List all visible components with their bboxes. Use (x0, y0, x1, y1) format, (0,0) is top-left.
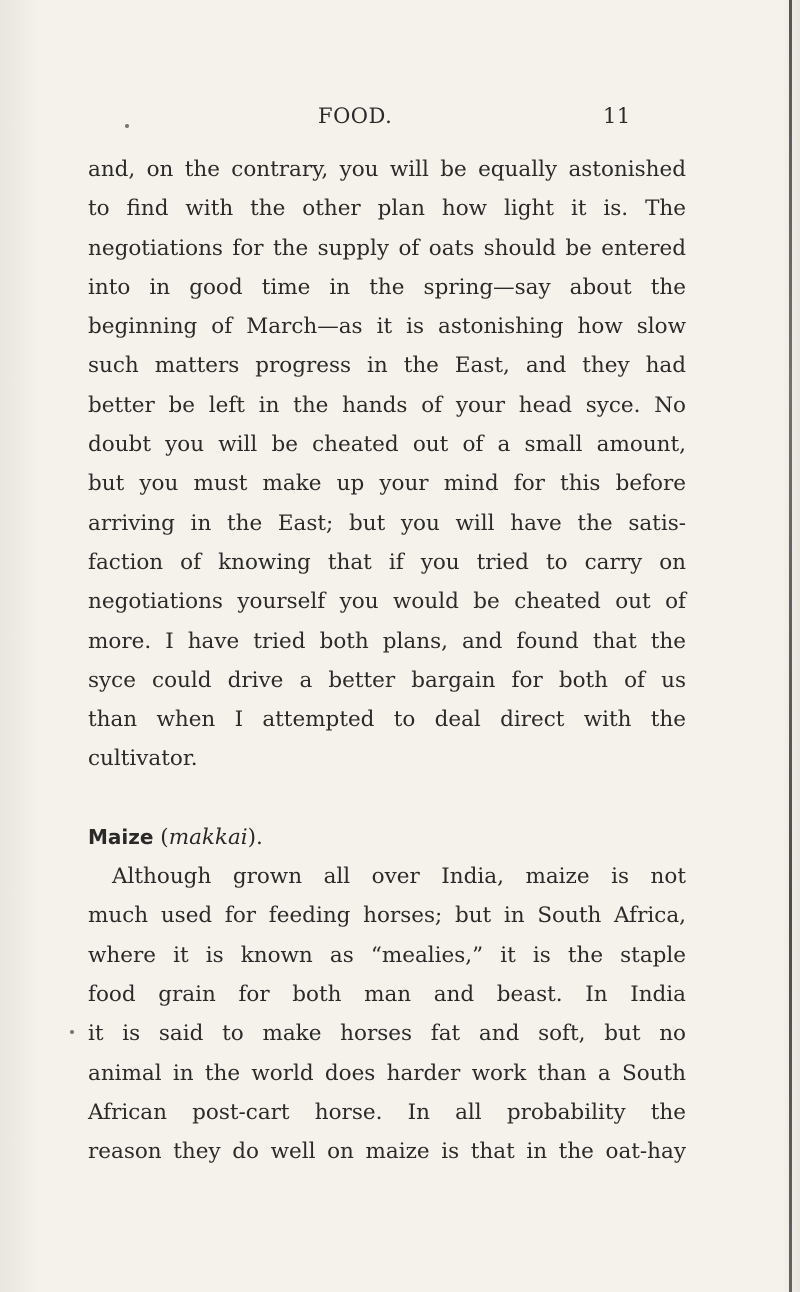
text-line: better be left in the hands of your head syce. No (88, 392, 686, 418)
page-number: 11 (603, 104, 631, 128)
print-speck (70, 1030, 74, 1034)
text-line: food grain for both man and beast. In India (88, 981, 686, 1007)
text-line: more. I have tried both plans, and found that the (88, 628, 686, 654)
text-line: faction of knowing that if you tried to carry on (88, 549, 686, 575)
section-heading-italic: makkai (168, 824, 248, 850)
section-heading-close: ). (247, 824, 263, 850)
text-line: arriving in the East; but you will have the satis- (88, 510, 686, 536)
text-line: cultivator. (88, 746, 198, 772)
text-line: and, on the contrary, you will be equally astonished (88, 157, 686, 182)
page-header (0, 104, 800, 134)
text-line: reason they do well on maize is that in the oat-hay (88, 1139, 686, 1165)
body-text (88, 150, 686, 1171)
text-line: to find with the other plan how light it is. The (88, 196, 686, 222)
text-line: where it is known as “mealies,” it is the staple (88, 942, 686, 968)
text-line: than when I attempted to deal direct with the (88, 707, 686, 733)
text-line: Although grown all over India, maize is not (112, 864, 686, 890)
text-line: such matters progress in the East, and they had (88, 353, 686, 379)
text-line: negotiations for the supply of oats should be entered (88, 235, 686, 261)
text-line: much used for feeding horses; but in South Africa, (88, 903, 686, 929)
text-line: beginning of March—as it is astonishing how slow (88, 314, 686, 340)
text-line: but you must make up your mind for this before (88, 471, 686, 497)
text-line: into in good time in the spring—say about the (88, 274, 686, 300)
text-line: animal in the world does harder work than a South (88, 1060, 686, 1086)
section-heading (88, 818, 686, 857)
text-line: African post-cart horse. In all probability the (88, 1099, 686, 1125)
page-edge-shadow (789, 0, 792, 1292)
text-line: negotiations yourself you would be cheated out of (88, 589, 686, 615)
running-title: FOOD. (318, 104, 393, 128)
text-line: syce could drive a better bargain for both of us (88, 667, 686, 693)
text-line: doubt you will be cheated out of a small amount, (88, 432, 686, 458)
paragraph (88, 150, 686, 779)
paragraph (88, 857, 686, 1171)
section-heading-open: ( (153, 824, 169, 850)
section-heading-title: Maize (88, 824, 154, 849)
text-line: it is said to make horses fat and soft, but no (88, 1021, 686, 1047)
